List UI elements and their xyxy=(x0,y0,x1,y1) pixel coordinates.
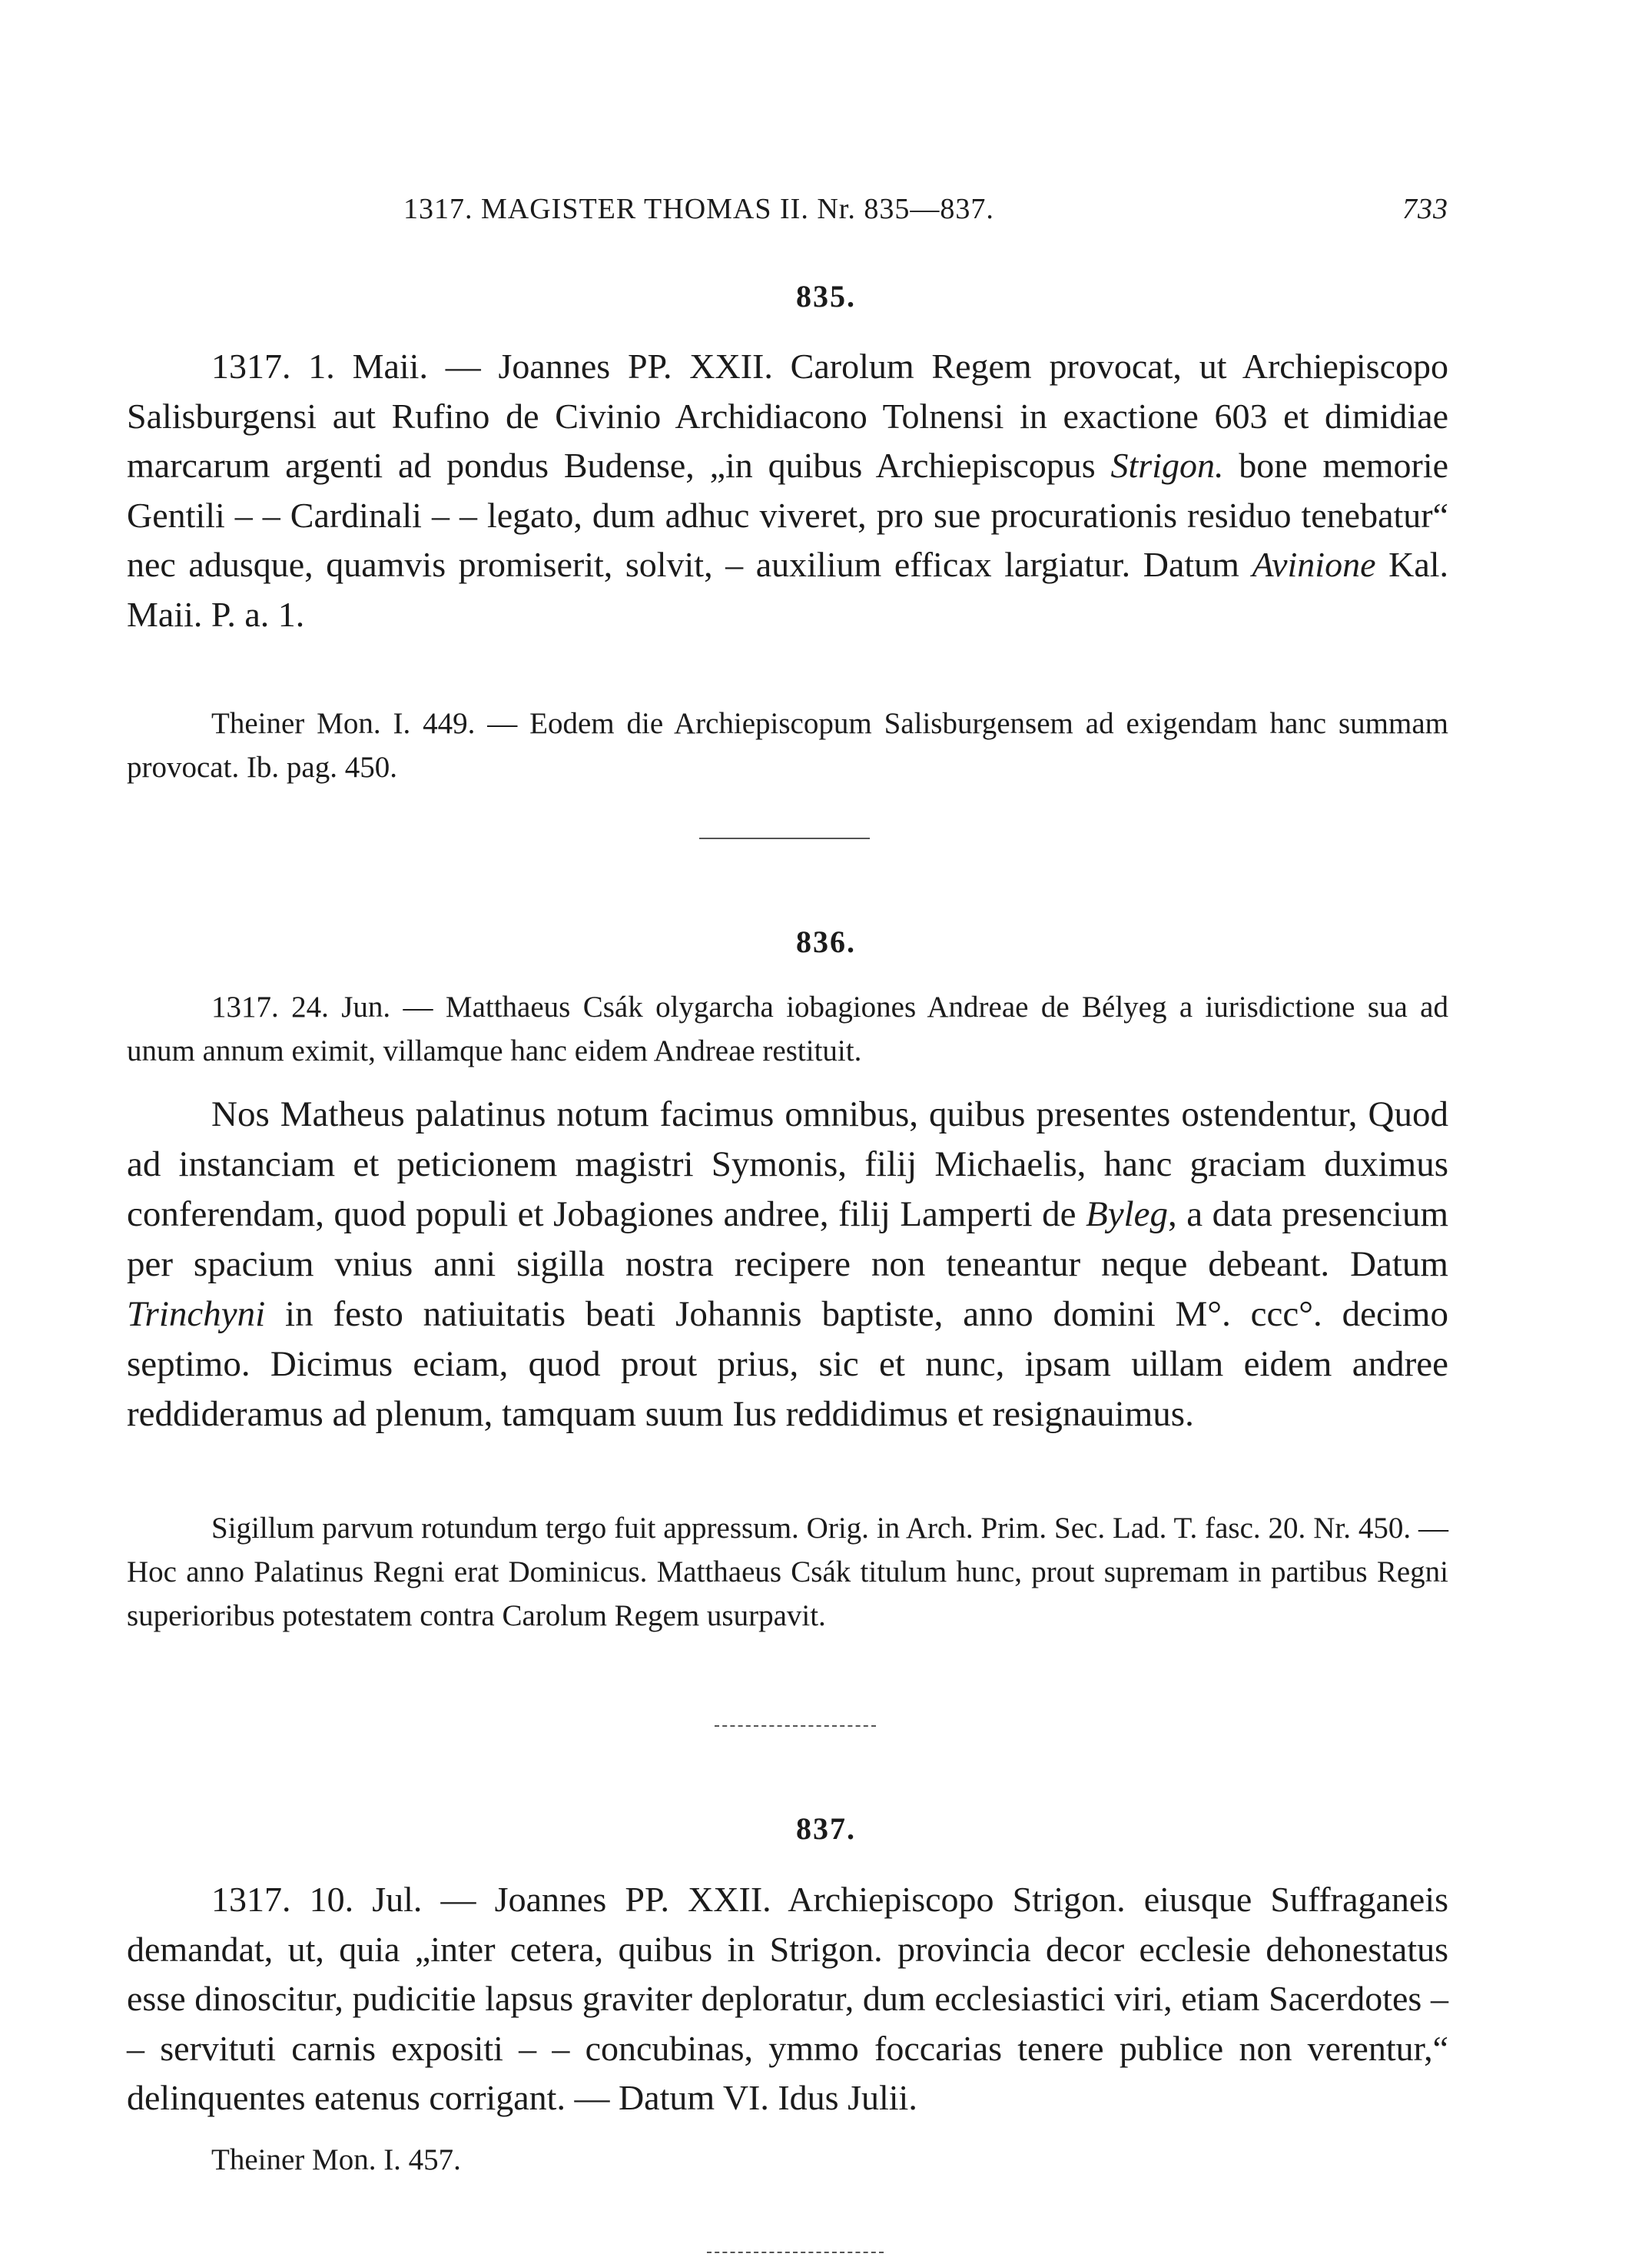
entry-835-text-2: bone memorie Gentili – – Cardinali – – legato, dum adhuc viveret, pro sue procurationis residuo tenebatur“ nec adusque, quamvis promiserit, solvit, – auxilium efficax largiatur. Datum xyxy=(127,446,1449,584)
entry-835-summary xyxy=(127,342,1448,639)
section-divider xyxy=(699,838,870,839)
section-divider xyxy=(715,1725,876,1727)
entry-836-charter-text-2: , a data presencium per spacium vnius anni sigilla nostra recipere non teneantur neque debeant. Datum xyxy=(127,1194,1449,1284)
entry-837-summary: 1317. 10. Jul. — Joannes PP. XXII. Archiepiscopo Strigon. eiusque Suffraganeis demandat, ut, quia „inter cetera, quibus in Strigon. provincia decor ecclesie dehonestatus esse dinoscitur, pudicitie lapsus graviter deploratur, dum ecclesiastici viri, etiam Sacerdotes – – servituti carnis expositi – – concubinas, ymmo foccarias tenere publice non verentur,“ delinquentes eatenus corrigant. — Datum VI. Idus Julii. xyxy=(127,1880,1448,2117)
entry-836-note: Sigillum parvum rotundum tergo fuit appressum. Orig. in Arch. Prim. Sec. Lad. T. fasc. 20. Nr. 450. — Hoc anno Palatinus Regni erat Dominicus. Matthaeus Csák titulum hunc, prout supremam in partibus Regni superioribus potestatem contra Carolum Regem usurpavit. xyxy=(127,1512,1448,1632)
entry-number-836: 836. xyxy=(796,924,856,959)
entry-836-summary: 1317. 24. Jun. — Matthaeus Csák olygarcha iobagiones Andreae de Bélyeg a iurisdictione sua ad unum annum eximit, villamque hanc eidem Andreae restituit. xyxy=(127,991,1448,1067)
entry-836-charter-text-1: Nos Matheus palatinus notum facimus omnibus, quibus presentes ostendentur, Quod ad instanciam et peticionem magistri Symonis, filij Michaelis, hanc graciam duximus conferendam, quod populi et Jobagiones andree, filij Lamperti de xyxy=(127,1094,1448,1234)
entry-835-place-avinione: Avinione xyxy=(1252,545,1376,584)
entry-837-note: Theiner Mon. I. 457. xyxy=(211,2143,461,2176)
entry-836-charter-text-3: in festo natiuitatis beati Johannis baptiste, anno domini M°. ccc°. decimo septimo. Dicimus eciam, quod prout prius, sic et nunc, ipsam uillam eidem andree reddideramus ad plenum, tamquam suum Ius reddidimus et resignauimus. xyxy=(127,1294,1448,1434)
section-divider xyxy=(707,2252,884,2253)
entry-number-835: 835. xyxy=(796,279,856,314)
entry-835-text-1: 1317. 1. Maii. — Joannes PP. XXII. Carolum Regem provocat, ut Archiepiscopo Salisburgensi aut Rufino de Civinio Archidiacono Tolnensi in exactione 603 et dimidiae marcarum argenti ad pondus Budense, „in quibus Archiepiscopus xyxy=(127,347,1448,485)
entry-835-note: Theiner Mon. I. 449. — Eodem die Archiepiscopum Salisburgensem ad exigendam hanc summam provocat. Ib. pag. 450. xyxy=(127,707,1448,784)
entry-835-place-strigon: Strigon. xyxy=(1110,446,1224,485)
entry-836-place-byleg: Byleg xyxy=(1085,1194,1168,1234)
page-number: 733 xyxy=(1402,193,1448,225)
entry-number-837: 837. xyxy=(796,1811,856,1846)
running-title: 1317. MAGISTER THOMAS II. Nr. 835—837. xyxy=(403,193,994,225)
entry-836-place-trinchyni: Trinchyni xyxy=(127,1294,266,1334)
entry-835-text-3: Kal. Maii. P. a. 1. xyxy=(127,545,1449,634)
entry-836-charter xyxy=(127,1090,1448,1439)
page-header xyxy=(127,192,1448,238)
